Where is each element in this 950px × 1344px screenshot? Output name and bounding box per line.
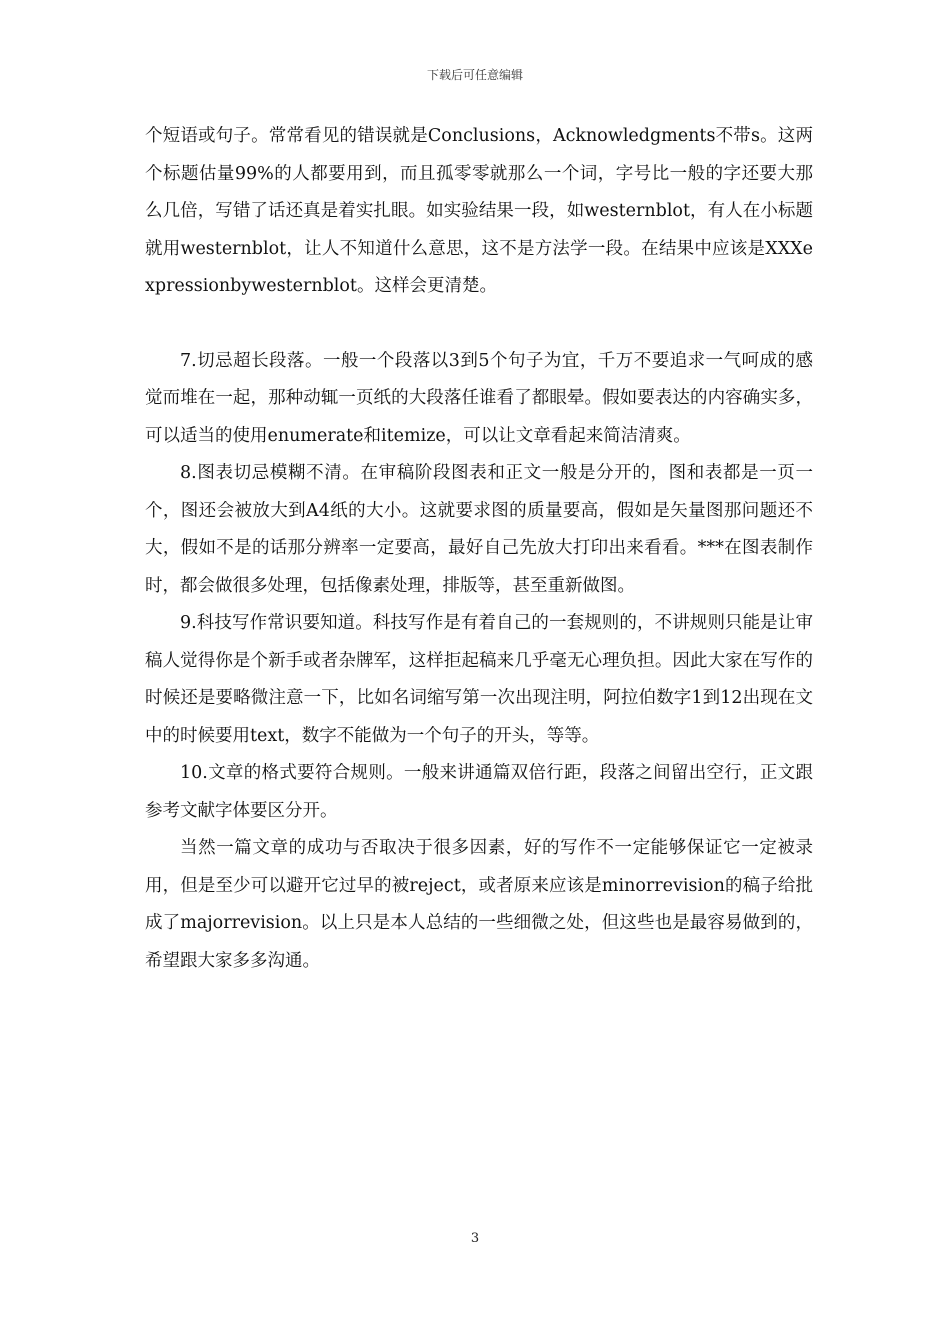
paragraph-item-8: 8.图表切忌模糊不清。在审稿阶段图表和正文一般是分开的，图和表都是一页一个，图还会被放大到A4纸的大小。这就要求图的质量要高，假如是矢量图那问题还不大，假如不是的话那分辨率一定要高，最好自己先放大打印出来看看。***在图表制作时，都会做很多处理，包括像素处理，排版等，甚至重新做图。 — [145, 463, 813, 596]
paragraph-item-10: 10.文章的格式要符合规则。一般来讲通篇双倍行距，段落之间留出空行，正文跟参考文献字体要区分开。 — [145, 763, 813, 821]
document-body — [145, 118, 813, 980]
paragraph-item-7: 7.切忌超长段落。一般一个段落以3到5个句子为宜，千万不要追求一气呵成的感觉而堆在一起，那种动辄一页纸的大段落任谁看了都眼晕。假如要表达的内容确实多，可以适当的使用enumerate和itemize，可以让文章看起来简洁清爽。 — [145, 350, 813, 446]
page-number: 3 — [470, 1231, 480, 1246]
paragraph-conclusion: 当然一篇文章的成功与否取决于很多因素，好的写作不一定能够保证它一定被录用，但是至少可以避开它过早的被reject，或者原来应该是minorrevision的稿子给批成了majorrevision。以上只是本人总结的一些细微之处，但这些也是最容易做到的，希望跟大家多多沟通。 — [145, 838, 813, 971]
paragraph-continuation: 个短语或句子。常常看见的错误就是Conclusions，Acknowledgments不带s。这两个标题估量99%的人都要用到，而且孤零零就那么一个词，字号比一般的字还要大那么几倍，写错了话还真是着实扎眼。如实验结果一段，如westernblot，有人在小标题就用westernblot，让人不知道什么意思，这不是方法学一段。在结果中应该是XXXexpressionbywesternblot。这样会更清楚。 — [145, 126, 813, 296]
page-header: 下载后可任意编辑 — [426, 68, 523, 82]
paragraph-item-9: 9.科技写作常识要知道。科技写作是有着自己的一套规则的，不讲规则只能是让审稿人觉得你是个新手或者杂牌军，这样拒起稿来几乎毫无心理负担。因此大家在写作的时候还是要略微注意一下，比如名词缩写第一次出现注明，阿拉伯数字1到12出现在文中的时候要用text，数字不能做为一个句子的开头，等等。 — [145, 613, 813, 746]
